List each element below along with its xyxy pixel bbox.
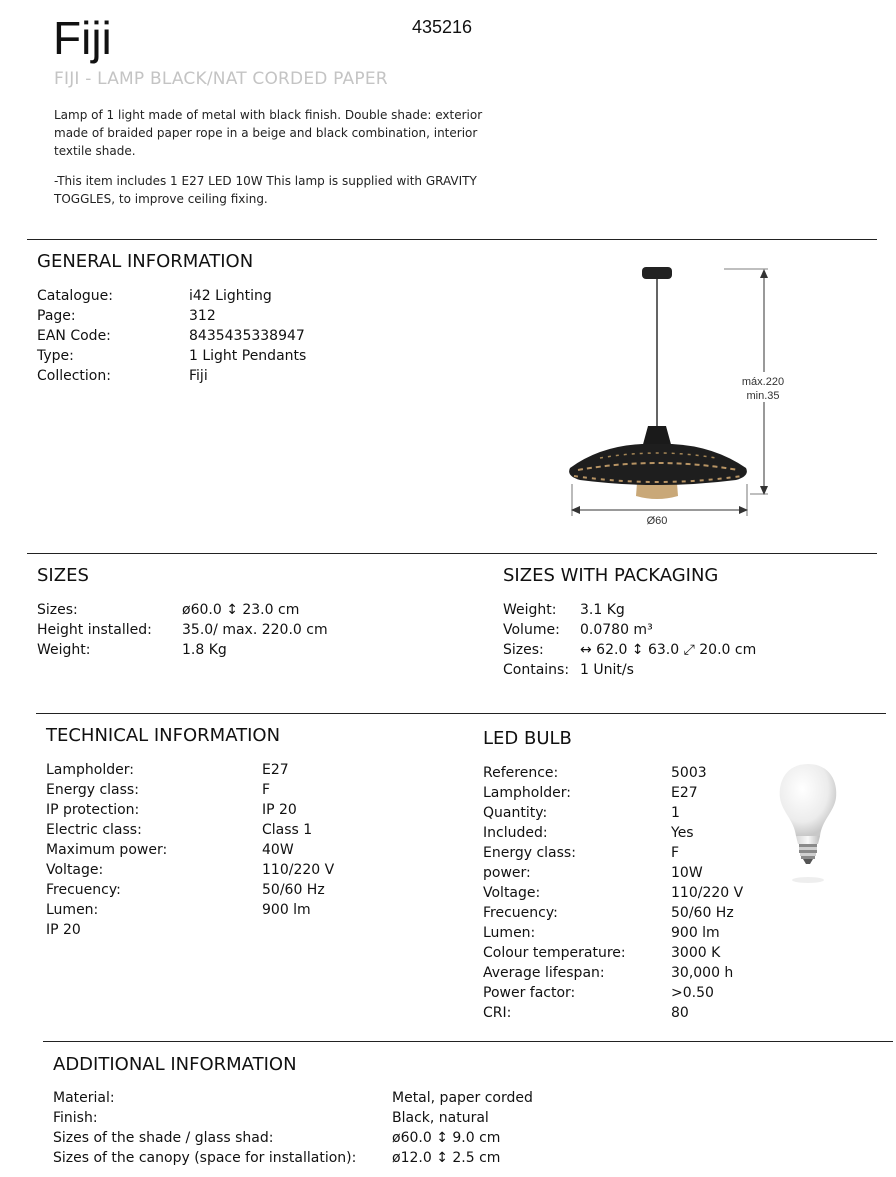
- bulb-row: Colour temperature: 3000 K: [483, 945, 721, 961]
- general-row: Collection: Fiji: [37, 368, 208, 384]
- divider: [27, 239, 877, 240]
- bulb-row: Average lifespan: 30,000 h: [483, 965, 734, 981]
- product-reference: 435216: [412, 17, 473, 37]
- bulb-row: Lumen: 900 lm: [483, 925, 720, 941]
- additional-row: Sizes of the canopy (space for installation): ø12.0 ↕ 2.5 cm: [53, 1150, 501, 1166]
- product-title: Fiji: [53, 12, 112, 64]
- sizes-title: SIZES: [37, 565, 89, 586]
- product-description: Lamp of 1 light made of metal with black finish. Double shade: exterior made of braided paper rope in a beige and black combination, interior textile shade.: [54, 108, 483, 158]
- general-table: [37, 286, 306, 386]
- packaging-row: Sizes: ↔ 62.0 ↕ 63.0 ⤢ 20.0 cm: [503, 642, 757, 658]
- bulb-row: Reference: 5003: [483, 765, 707, 781]
- packaging-row: Volume: 0.0780 m³: [503, 622, 653, 638]
- technical-row: Lampholder: E27: [46, 762, 289, 778]
- packaging-table: [503, 600, 756, 680]
- technical-row: Maximum power: 40W: [46, 842, 294, 858]
- additional-row: Material: Metal, paper corded: [53, 1090, 533, 1106]
- bulb-neck: [796, 836, 820, 844]
- bulb-reflection: [792, 877, 824, 883]
- bulb-thread: [801, 856, 815, 859]
- technical-row: Voltage: 110/220 V: [46, 862, 335, 878]
- packaging-title: SIZES WITH PACKAGING: [503, 565, 719, 586]
- bulb-row: Voltage: 110/220 V: [483, 885, 744, 901]
- general-row: Page: 312: [37, 308, 216, 324]
- product-note: -This item includes 1 E27 LED 10W This lamp is supplied with GRAVITY TOGGLES, to improve ceiling fixing.: [54, 174, 477, 206]
- bulb-glass: [780, 764, 837, 836]
- bulb-row: Power factor: >0.50: [483, 985, 714, 1001]
- bulb-thread: [799, 850, 817, 853]
- technical-row: Lumen: 900 lm: [46, 902, 311, 918]
- bulb-row: power: 10W: [483, 865, 703, 881]
- bulb-row: Frecuency: 50/60 Hz: [483, 905, 734, 921]
- bulb-row: Included: Yes: [483, 825, 694, 841]
- packaging-row: Weight: 3.1 Kg: [503, 602, 625, 618]
- bulb-thread: [800, 853, 816, 856]
- lamp-dimension-drawing: [560, 258, 800, 538]
- additional-row: Finish: Black, natural: [53, 1110, 489, 1126]
- product-subtitle: FIJI - LAMP BLACK/NAT CORDED PAPER: [54, 69, 388, 89]
- diameter-label: Ø60: [646, 515, 668, 527]
- technical-row: Frecuency: 50/60 Hz: [46, 882, 325, 898]
- bulb-thread: [799, 844, 817, 847]
- technical-row: IP protection: IP 20: [46, 802, 297, 818]
- additional-table: [53, 1088, 533, 1168]
- bulb-row: Lampholder: E27: [483, 785, 698, 801]
- additional-title: ADDITIONAL INFORMATION: [53, 1054, 297, 1075]
- sizes-row: Sizes: ø60.0 ↕ 23.0 cm: [37, 602, 300, 618]
- technical-row: Electric class: Class 1: [46, 822, 313, 838]
- bulb-row: Energy class: F: [483, 845, 680, 861]
- packaging-row: Contains: 1 Unit/s: [503, 662, 634, 678]
- height-min-label: min.35: [746, 390, 780, 402]
- technical-row: IP 20: [46, 922, 81, 938]
- divider: [36, 713, 886, 714]
- technical-table: [46, 760, 334, 940]
- sizes-row: Height installed: 35.0/ max. 220.0 cm: [37, 622, 328, 638]
- sizes-row: Weight: 1.8 Kg: [37, 642, 227, 658]
- general-row: Catalogue: i42 Lighting: [37, 288, 272, 304]
- technical-title: TECHNICAL INFORMATION: [46, 725, 281, 746]
- bulb-row: CRI: 80: [483, 1005, 689, 1021]
- height-max-label: máx.220: [741, 376, 785, 388]
- led-bulb-icon: [772, 760, 844, 886]
- arrow-up-icon: [760, 269, 768, 278]
- bulb-thread: [799, 847, 817, 850]
- bulb-title: LED BULB: [483, 728, 572, 749]
- divider: [43, 1041, 893, 1042]
- sizes-table: [37, 600, 328, 660]
- bulb-row: Quantity: 1: [483, 805, 680, 821]
- general-title: GENERAL INFORMATION: [37, 251, 254, 272]
- additional-row: Sizes of the shade / glass shad: ø60.0 ↕ 9.0 cm: [53, 1130, 501, 1146]
- technical-row: Energy class: F: [46, 782, 271, 798]
- bulb-tip: [803, 859, 813, 864]
- bulb-table: [483, 763, 743, 1023]
- divider: [27, 553, 877, 554]
- general-row: Type: 1 Light Pendants: [37, 348, 307, 364]
- canopy-shape: [642, 267, 672, 279]
- general-row: EAN Code: 8435435338947: [37, 328, 305, 344]
